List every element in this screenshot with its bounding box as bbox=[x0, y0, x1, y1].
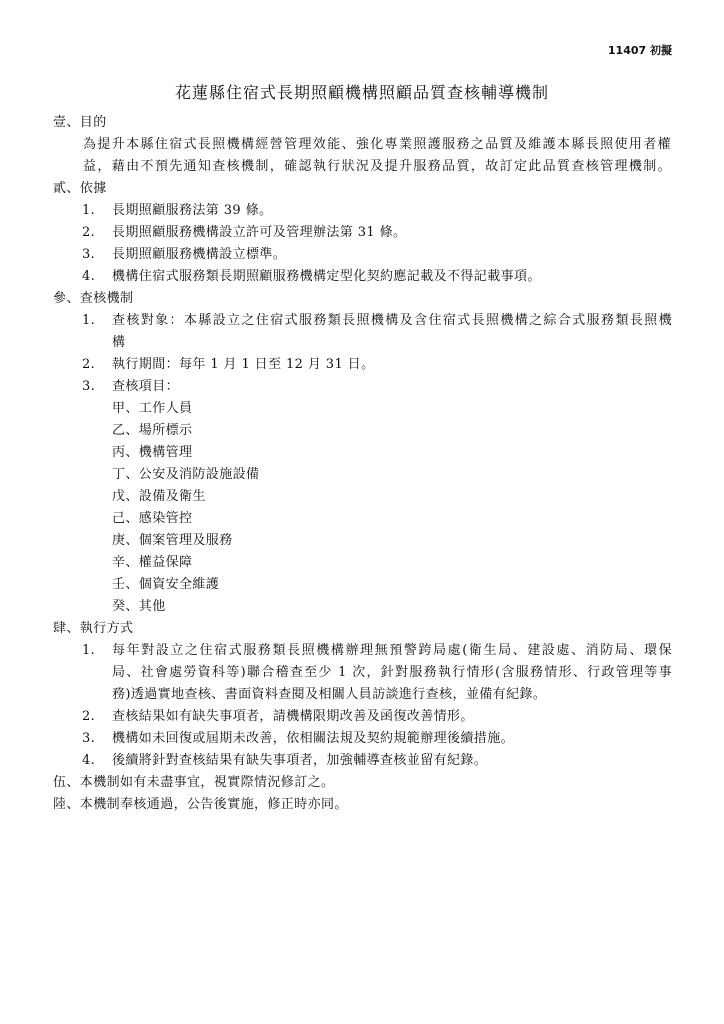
section-amendment: 伍、本機制如有未盡事宜，視實際情況修訂之。 bbox=[53, 775, 335, 790]
item-text: 長期照顧服務機構設立許可及管理辦法第 31 條。 bbox=[112, 225, 407, 240]
mechanism-item-continuation bbox=[0, 332, 724, 354]
inspection-subitem: 甲、工作人員 bbox=[112, 401, 193, 416]
basis-item bbox=[0, 244, 724, 266]
section-heading-execution: 肆、執行方式 bbox=[53, 621, 134, 636]
item-text: 查核結果如有缺失事項者，請機構限期改善及函復改善情形。 bbox=[112, 709, 474, 724]
inspection-subitem: 乙、場所標示 bbox=[112, 423, 193, 438]
inspection-subitem: 戊、設備及衛生 bbox=[112, 489, 206, 504]
item-text: 每年對設立之住宿式服務類長照機構辦理無預警跨局處(衛生局、建設處、消防局、環保 bbox=[112, 643, 672, 658]
execution-item bbox=[0, 640, 724, 662]
section-implementation: 陸、本機制奉核通過，公告後實施，修正時亦同。 bbox=[53, 797, 348, 812]
inspection-subitem: 辛、權益保障 bbox=[112, 555, 193, 570]
basis-item bbox=[0, 200, 724, 222]
mechanism-item bbox=[0, 310, 724, 332]
item-text: 構 bbox=[112, 335, 126, 350]
item-text: 執行期間：每年 1 月 1 日至 12 月 31 日。 bbox=[112, 357, 375, 372]
item-number: 4. bbox=[82, 269, 96, 284]
basis-item bbox=[0, 266, 724, 288]
item-number: 4. bbox=[82, 753, 96, 768]
draft-label: 11407 初擬 bbox=[607, 44, 672, 57]
inspection-subitem: 己、感染管控 bbox=[112, 511, 193, 526]
item-number: 3. bbox=[82, 247, 96, 262]
item-number: 3. bbox=[82, 379, 96, 394]
item-number: 3. bbox=[82, 731, 96, 746]
item-text: 後續將針對查核結果有缺失事項者，加強輔導查核並留有紀錄。 bbox=[112, 753, 488, 768]
document-title: 花蓮縣住宿式長期照顧機構照顧品質查核輔導機制 bbox=[174, 83, 549, 102]
item-number: 1. bbox=[82, 203, 96, 218]
inspection-subitem: 丙、機構管理 bbox=[112, 445, 193, 460]
item-number: 1. bbox=[82, 313, 96, 328]
mechanism-item bbox=[0, 376, 724, 398]
item-number: 2. bbox=[82, 225, 96, 240]
inspection-subitem: 壬、個資安全維護 bbox=[112, 577, 220, 592]
execution-item bbox=[0, 728, 724, 750]
item-text: 務)透過實地查核、書面資料查閱及相關人員訪談進行查核，並備有紀錄。 bbox=[112, 687, 547, 702]
item-text: 局、社會處勞資科等)聯合稽查至少 1 次，針對服務執行情形(含服務情形、行政管理等事 bbox=[112, 665, 672, 680]
item-number: 1. bbox=[82, 643, 96, 658]
item-text: 長期照顧服務法第 39 條。 bbox=[112, 203, 273, 218]
purpose-paragraph-line: 益，藉由不預先通知查核機制，確認執行狀況及提升服務品質，故訂定此品質查核管理機制。 bbox=[83, 159, 671, 174]
item-text: 查核項目： bbox=[112, 379, 180, 394]
item-number: 2. bbox=[82, 709, 96, 724]
item-text: 長期照顧服務機構設立標準。 bbox=[112, 247, 287, 262]
purpose-paragraph-line: 為提升本縣住宿式長照機構經營管理效能、強化專業照護服務之品質及維護本縣長照使用者權 bbox=[83, 137, 671, 152]
item-text: 機構住宿式服務類長期照顧服務機構定型化契約應記載及不得記載事項。 bbox=[112, 269, 541, 284]
execution-item bbox=[0, 750, 724, 772]
section-heading-basis: 貳、依據 bbox=[53, 181, 107, 196]
inspection-subitem: 丁、公安及消防設施設備 bbox=[112, 467, 260, 482]
section-heading-mechanism: 參、查核機制 bbox=[53, 291, 134, 306]
basis-item bbox=[0, 222, 724, 244]
item-text: 查核對象：本縣設立之住宿式服務類長照機構及含住宿式長照機構之綜合式服務類長照機 bbox=[112, 313, 672, 328]
inspection-subitem: 庚、個案管理及服務 bbox=[112, 533, 233, 548]
mechanism-item bbox=[0, 354, 724, 376]
execution-item-continuation bbox=[0, 662, 724, 684]
execution-item-continuation bbox=[0, 684, 724, 706]
item-text: 機構如未回復或屆期未改善，依相關法規及契約規範辦理後續措施。 bbox=[112, 731, 515, 746]
section-heading-purpose: 壹、目的 bbox=[53, 115, 107, 130]
inspection-subitem: 癸、其他 bbox=[112, 599, 166, 614]
execution-item bbox=[0, 706, 724, 728]
item-number: 2. bbox=[82, 357, 96, 372]
